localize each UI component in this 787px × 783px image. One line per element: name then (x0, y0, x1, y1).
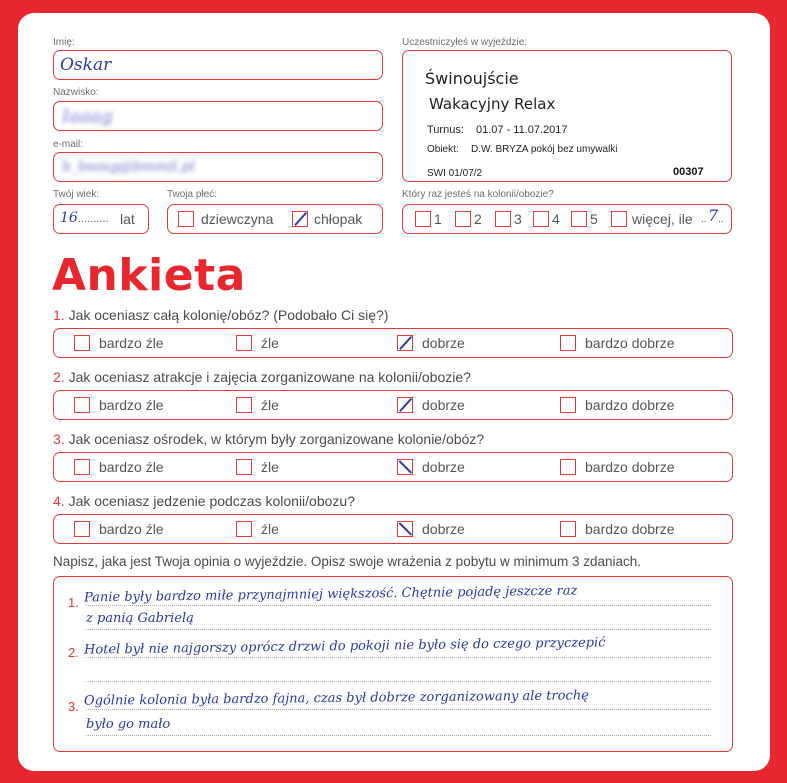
opinion-1-line-1: Panie były bardzo miłe przynajmniej większość. Chętnie pojadę jeszcze raz (83, 583, 578, 606)
times-label: Który raz jesteś na kolonii/obozie? (402, 189, 554, 200)
trip-box (402, 50, 732, 182)
q1-option-dobrze: dobrze (422, 335, 465, 351)
survey-sheet (18, 13, 770, 771)
q3-option-bardzo-zle: bardzo źle (99, 459, 164, 475)
rating-row-4 (53, 514, 733, 544)
age-field[interactable] (53, 204, 149, 234)
name-field[interactable] (53, 50, 383, 80)
times-checkbox-3[interactable] (495, 211, 511, 227)
q1-checkbox-bardzo-zle[interactable] (74, 335, 90, 351)
gender-option-girl: dziewczyna (201, 211, 274, 227)
opinion-prompt: Napisz, jaka jest Twoja opinia o wyjeździe. Opisz swoje wrażenia z pobytu w minimum 3 zdaniach. (53, 554, 642, 569)
trip-label: Uczestniczyłeś w wyjeździe: (402, 37, 528, 48)
opinion-num-3: 3. (68, 699, 79, 714)
times-checkbox-5[interactable] (571, 211, 587, 227)
q4-checkbox-bardzo-zle[interactable] (74, 521, 90, 537)
times-option-2: 2 (474, 211, 482, 227)
q4-checkbox-bardzo-dobrze[interactable] (560, 521, 576, 537)
q3-checkbox-zle[interactable] (236, 459, 252, 475)
age-dots: .......... (78, 213, 109, 225)
q3-option-zle: źle (261, 459, 279, 475)
email-field[interactable] (53, 152, 383, 182)
times-checkbox-1[interactable] (415, 211, 431, 227)
trip-place: Świnoujście (425, 69, 519, 88)
q4-option-dobrze: dobrze (422, 521, 465, 537)
trip-code: SWI 01/07/2 (427, 168, 483, 179)
q3-option-dobrze: dobrze (422, 459, 465, 475)
opinion-num-1: 1. (68, 595, 79, 610)
times-option-3: 3 (514, 211, 522, 227)
times-option-more: więcej, ile (632, 211, 693, 227)
email-value: b_bsosg@bmmil.pl (62, 159, 196, 175)
q2-option-zle: źle (261, 397, 279, 413)
trip-number: 00307 (673, 166, 704, 178)
q3-checkbox-bardzo-zle[interactable] (74, 459, 90, 475)
times-dots-after: .. (718, 214, 724, 225)
gender-label: Twoja płeć: (167, 189, 218, 200)
opinion-3-line-2: było go mało (86, 717, 171, 732)
rating-row-3 (53, 452, 733, 482)
q2-checkbox-bardzo-dobrze[interactable] (560, 397, 576, 413)
times-checkbox-more[interactable] (611, 211, 627, 227)
rating-row-2 (53, 390, 733, 420)
name-value: Oskar (60, 55, 112, 75)
q2-option-bardzo-zle: bardzo źle (99, 397, 164, 413)
q1-option-zle: źle (261, 335, 279, 351)
surname-value: Iaaag (62, 106, 113, 127)
times-field (402, 204, 732, 234)
q2-checkbox-bardzo-zle[interactable] (74, 397, 90, 413)
q1-option-bardzo-zle: bardzo źle (99, 335, 164, 351)
q2-checkbox-dobrze[interactable] (397, 397, 413, 413)
question-4: 4. Jak oceniasz jedzenie podczas kolonii/obozu? (53, 493, 355, 509)
q2-checkbox-zle[interactable] (236, 397, 252, 413)
q3-checkbox-bardzo-dobrze[interactable] (560, 459, 576, 475)
age-value: 16 (60, 210, 78, 226)
age-label: Twój wiek: (53, 189, 100, 200)
q4-option-zle: źle (261, 521, 279, 537)
times-option-1: 1 (434, 211, 442, 227)
gender-checkbox-boy[interactable] (292, 211, 308, 227)
times-checkbox-2[interactable] (455, 211, 471, 227)
gender-checkbox-girl[interactable] (178, 211, 194, 227)
times-option-4: 4 (552, 211, 560, 227)
q3-checkbox-dobrze[interactable] (397, 459, 413, 475)
opinion-1-line-2: z panią Gabrielą (86, 611, 194, 626)
q1-option-bardzo-dobrze: bardzo dobrze (585, 335, 675, 351)
q2-option-bardzo-dobrze: bardzo dobrze (585, 397, 675, 413)
rating-row-1 (53, 328, 733, 358)
opinion-box[interactable] (53, 576, 733, 752)
trip-program: Wakacyjny Relax (429, 95, 556, 113)
object-value: D.W. BRYZA pokój bez umywalki (471, 144, 618, 155)
times-dots-before: .. (701, 214, 707, 225)
turnus-label: Turnus: (427, 124, 464, 136)
surname-label: Nazwisko: (53, 87, 99, 98)
q4-option-bardzo-zle: bardzo źle (99, 521, 164, 537)
age-unit: lat (120, 211, 135, 227)
opinion-num-2: 2. (68, 645, 79, 660)
question-3: 3. Jak oceniasz ośrodek, w którym były zorganizowane kolonie/obóz? (53, 431, 485, 447)
q1-checkbox-zle[interactable] (236, 335, 252, 351)
times-more-value: 7 (708, 206, 719, 225)
email-label: e-mail: (53, 139, 84, 150)
q4-option-bardzo-dobrze: bardzo dobrze (585, 521, 675, 537)
question-2: 2. Jak oceniasz atrakcje i zajęcia zorganizowane na kolonii/obozie? (53, 369, 471, 385)
q2-option-dobrze: dobrze (422, 397, 465, 413)
opinion-3-line-1: Ogólnie kolonia była bardzo fajna, czas był dobrze zorganizowany ale trochę (83, 688, 589, 709)
q1-checkbox-dobrze[interactable] (397, 335, 413, 351)
q3-option-bardzo-dobrze: bardzo dobrze (585, 459, 675, 475)
times-checkbox-4[interactable] (533, 211, 549, 227)
gender-option-boy: chłopak (314, 211, 363, 227)
object-label: Obiekt: (427, 144, 459, 155)
turnus-value: 01.07 - 11.07.2017 (476, 124, 568, 136)
survey-title: Ankieta (52, 250, 246, 301)
times-option-5: 5 (590, 211, 598, 227)
q4-checkbox-dobrze[interactable] (397, 521, 413, 537)
q1-checkbox-bardzo-dobrze[interactable] (560, 335, 576, 351)
surname-field[interactable] (53, 101, 383, 131)
q4-checkbox-zle[interactable] (236, 521, 252, 537)
name-label: Imię: (53, 37, 75, 48)
gender-field (167, 204, 383, 234)
opinion-2-line-1: Hotel był nie najgorszy oprócz drzwi do pokoji nie było się do czego przyczepić (83, 635, 606, 658)
question-1: 1. Jak oceniasz całą kolonię/obóz? (Podobało Ci się?) (53, 307, 389, 323)
